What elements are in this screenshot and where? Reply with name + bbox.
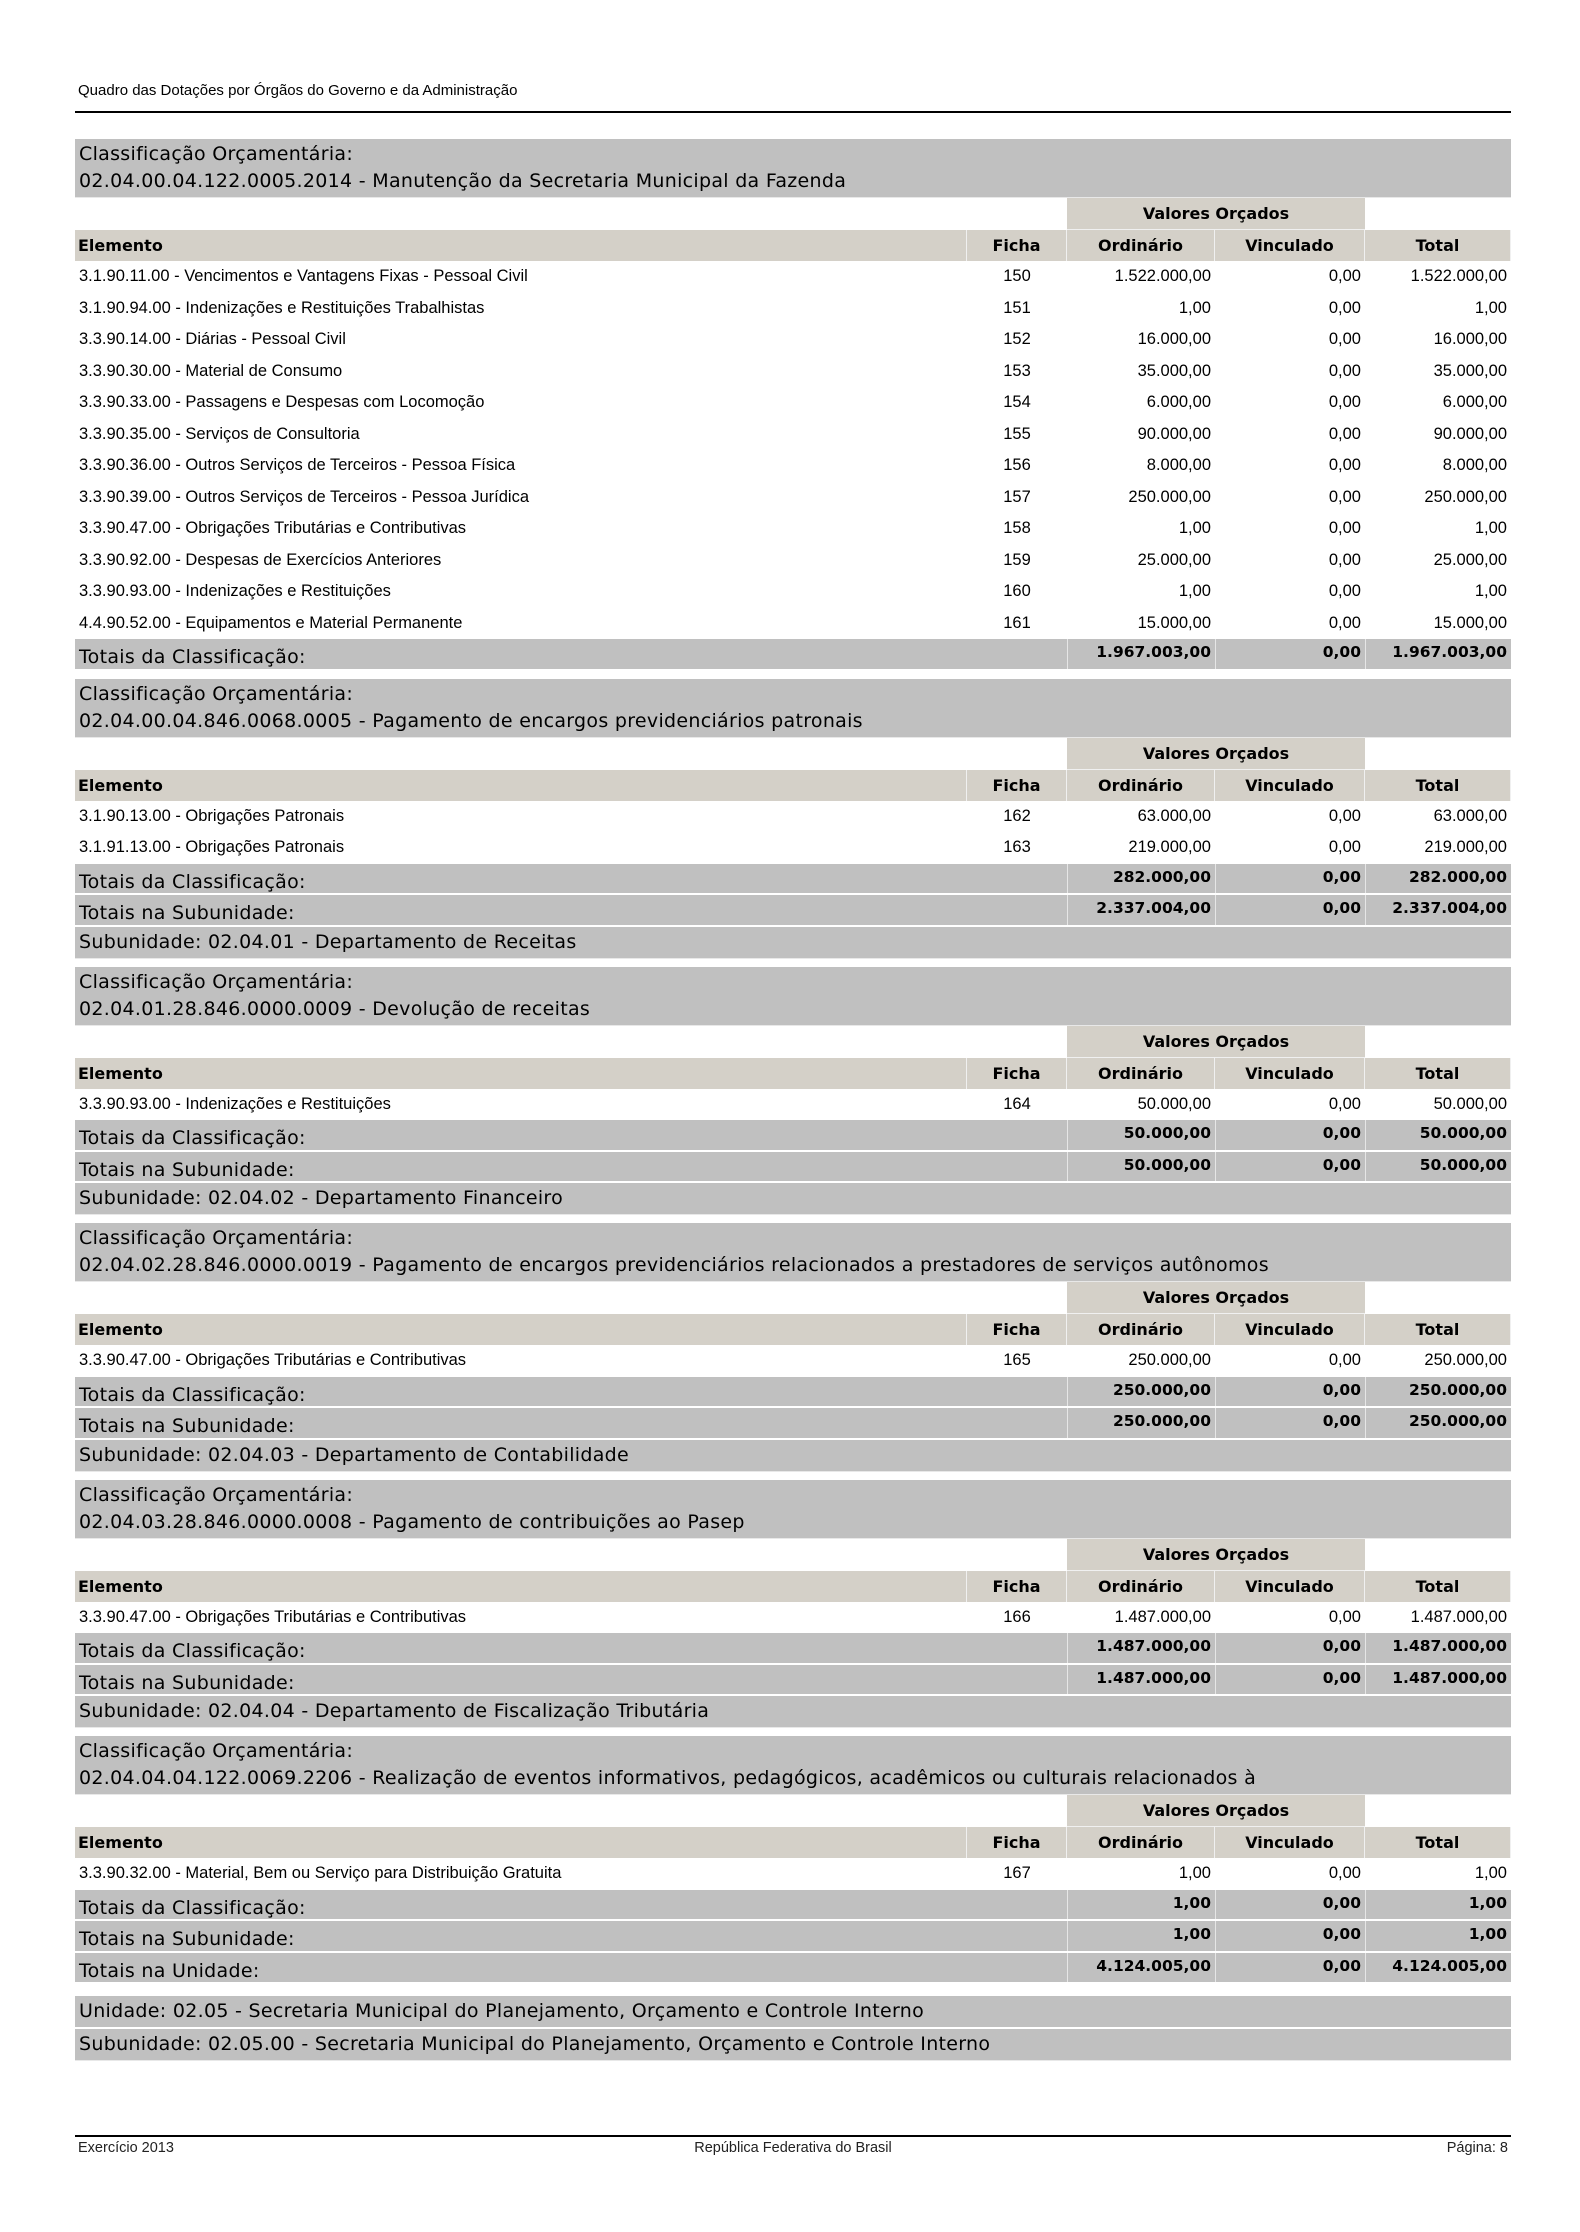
totais-classificacao-row-label: Totais da Classificação: <box>79 1896 306 1919</box>
totais-unidade-row-ordinario: 4.124.005,00 <box>1067 1953 1215 1983</box>
totais-classificacao-row-ordinario: 282.000,00 <box>1067 864 1215 894</box>
valores-orcados-row <box>75 1539 1511 1571</box>
cell-total: 1,00 <box>1474 1864 1507 1883</box>
totais-classificacao-row-total: 1.487.000,00 <box>1365 1633 1511 1663</box>
footer-page-number: Página: 8 <box>1446 2140 1508 2156</box>
cell-vinculado: 0,00 <box>1328 298 1361 317</box>
table-row <box>75 293 1511 325</box>
col-ordinario: Ordinário <box>1067 1571 1215 1602</box>
cell-ficha: 162 <box>1003 806 1031 825</box>
cell-vinculado: 0,00 <box>1328 838 1361 857</box>
valores-orcados-header: Valores Orçados <box>1067 1795 1365 1827</box>
cell-ordinario: 35.000,00 <box>1137 361 1211 380</box>
classification-section <box>75 679 1511 959</box>
totais-classificacao-row-vinculado: 0,00 <box>1215 1633 1365 1663</box>
col-total: Total <box>1365 1827 1511 1858</box>
cell-ficha: 167 <box>1003 1864 1031 1883</box>
col-elemento: Elemento <box>75 1827 967 1858</box>
cell-vinculado: 0,00 <box>1328 487 1361 506</box>
table-row <box>75 450 1511 482</box>
cell-total: 63.000,00 <box>1433 806 1507 825</box>
cell-elemento: 3.3.90.47.00 - Obrigações Tributárias e Contributivas <box>79 1351 467 1370</box>
valores-orcados-row <box>75 1026 1511 1058</box>
cell-total: 8.000,00 <box>1442 456 1507 475</box>
totais-subunidade-row-label: Totais na Subunidade: <box>79 902 295 924</box>
cell-total: 250.000,00 <box>1424 487 1507 506</box>
table-row <box>75 608 1511 640</box>
cell-elemento: 3.1.90.11.00 - Vencimentos e Vantagens Fixas - Pessoal Civil <box>79 267 528 286</box>
classification-label: Classificação Orçamentária: <box>79 970 354 993</box>
cell-total: 35.000,00 <box>1433 361 1507 380</box>
totais-classificacao-row-label: Totais da Classificação: <box>79 1640 306 1662</box>
table-row <box>75 801 1511 833</box>
cell-ordinario: 90.000,00 <box>1137 424 1211 443</box>
totais-classificacao-row-vinculado: 0,00 <box>1215 1890 1365 1920</box>
classification-label: Classificação Orçamentária: <box>79 1483 354 1506</box>
table-row <box>75 576 1511 608</box>
cell-ordinario: 219.000,00 <box>1128 838 1211 857</box>
classification-header <box>75 1736 1511 1795</box>
totais-unidade-row-total: 4.124.005,00 <box>1365 1953 1511 1983</box>
cell-elemento: 3.3.90.32.00 - Material, Bem ou Serviço para Distribuição Gratuita <box>79 1864 562 1883</box>
cell-total: 90.000,00 <box>1433 424 1507 443</box>
classification-section <box>75 1223 1511 1472</box>
cell-ficha: 161 <box>1003 613 1031 632</box>
totais-classificacao-row-vinculado: 0,00 <box>1215 639 1365 669</box>
cell-elemento: 3.3.90.93.00 - Indenizações e Restituições <box>79 582 391 601</box>
table-row <box>75 513 1511 545</box>
totais-subunidade-row-vinculado: 0,00 <box>1215 1408 1365 1438</box>
col-ordinario: Ordinário <box>1067 1827 1215 1858</box>
col-elemento: Elemento <box>75 770 967 801</box>
cell-ordinario: 1.487.000,00 <box>1114 1607 1211 1626</box>
cell-total: 6.000,00 <box>1442 393 1507 412</box>
col-vinculado: Vinculado <box>1215 770 1365 801</box>
totais-classificacao-row-label: Totais da Classificação: <box>79 870 306 893</box>
cell-ficha: 154 <box>1003 393 1031 412</box>
col-vinculado: Vinculado <box>1215 230 1365 261</box>
col-ordinario: Ordinário <box>1067 770 1215 801</box>
subunidade-header: Subunidade: 02.04.01 - Departamento de Receitas <box>75 927 1511 959</box>
totais-classificacao-row-total: 1,00 <box>1365 1890 1511 1920</box>
footer-divider <box>75 2135 1511 2137</box>
cell-elemento: 3.3.90.93.00 - Indenizações e Restituições <box>79 1094 391 1113</box>
totais-classificacao-row-ordinario: 50.000,00 <box>1067 1120 1215 1150</box>
column-headers <box>75 1571 1511 1602</box>
classification-section <box>75 1480 1511 1729</box>
subunidade-header: Subunidade: 02.04.04 - Departamento de Fiscalização Tributária <box>75 1696 1511 1728</box>
classification-header <box>75 139 1511 198</box>
cell-ficha: 163 <box>1003 838 1031 857</box>
totais-subunidade-row-vinculado: 0,00 <box>1215 1921 1365 1951</box>
spacer <box>75 1795 1067 1827</box>
classification-header <box>75 1480 1511 1539</box>
table-row <box>75 1858 1511 1890</box>
totais-classificacao-row-total: 50.000,00 <box>1365 1120 1511 1150</box>
spacer <box>75 1539 1067 1571</box>
totais-subunidade-row-vinculado: 0,00 <box>1215 1152 1365 1182</box>
totais-classificacao-row-label: Totais da Classificação: <box>79 1383 306 1406</box>
totais-subunidade-row-total: 1.487.000,00 <box>1365 1665 1511 1695</box>
col-vinculado: Vinculado <box>1215 1827 1365 1858</box>
totais-classificacao-row-ordinario: 1.967.003,00 <box>1067 639 1215 669</box>
classification-code-title: 02.04.01.28.846.0000.0009 - Devolução de receitas <box>79 997 591 1020</box>
classification-header <box>75 1223 1511 1282</box>
cell-ficha: 160 <box>1003 582 1031 601</box>
classification-section <box>75 1736 1511 1984</box>
cell-elemento: 3.3.90.39.00 - Outros Serviços de Terceiros - Pessoa Jurídica <box>79 487 529 506</box>
totais-subunidade-row <box>75 1665 1511 1697</box>
totais-classificacao-row <box>75 864 1511 896</box>
table-row <box>75 832 1511 864</box>
totais-subunidade-row <box>75 1921 1511 1953</box>
table-row <box>75 1345 1511 1377</box>
totais-classificacao-row <box>75 1890 1511 1922</box>
col-elemento: Elemento <box>75 1058 967 1089</box>
totais-classificacao-row-ordinario: 250.000,00 <box>1067 1377 1215 1407</box>
totais-classificacao-row <box>75 639 1511 671</box>
spacer <box>75 198 1067 230</box>
table-row <box>75 482 1511 514</box>
cell-ficha: 166 <box>1003 1607 1031 1626</box>
cell-ordinario: 1,00 <box>1178 1864 1211 1883</box>
cell-vinculado: 0,00 <box>1328 806 1361 825</box>
classification-section <box>75 967 1511 1216</box>
col-ficha: Ficha <box>967 1571 1067 1602</box>
cell-ordinario: 6.000,00 <box>1146 393 1211 412</box>
classification-code-title: 02.04.02.28.846.0000.0019 - Pagamento de encargos previdenciários relacionados a prestadores de serviços autônomos <box>79 1254 1269 1276</box>
cell-total: 50.000,00 <box>1433 1094 1507 1113</box>
table-row <box>75 356 1511 388</box>
cell-ordinario: 1.522.000,00 <box>1114 267 1211 286</box>
cell-ficha: 165 <box>1003 1351 1031 1370</box>
cell-ficha: 152 <box>1003 330 1031 349</box>
unidade-header: Unidade: 02.05 - Secretaria Municipal do Planejamento, Orçamento e Controle Interno <box>75 1996 1511 2029</box>
cell-total: 1,00 <box>1474 519 1507 538</box>
cell-ficha: 157 <box>1003 487 1031 506</box>
totais-subunidade-row-vinculado: 0,00 <box>1215 895 1365 925</box>
cell-elemento: 3.3.90.92.00 - Despesas de Exercícios Anteriores <box>79 550 442 569</box>
spacer <box>75 738 1067 770</box>
classification-label: Classificação Orçamentária: <box>79 143 354 165</box>
col-total: Total <box>1365 770 1511 801</box>
col-ficha: Ficha <box>967 770 1067 801</box>
col-elemento: Elemento <box>75 230 967 261</box>
classification-label: Classificação Orçamentária: <box>79 682 354 705</box>
column-headers <box>75 1827 1511 1858</box>
col-ordinario: Ordinário <box>1067 1314 1215 1345</box>
totais-subunidade-row-label: Totais na Subunidade: <box>79 1415 295 1437</box>
subunidade-header: Subunidade: 02.04.03 - Departamento de Contabilidade <box>75 1440 1511 1472</box>
cell-ordinario: 1,00 <box>1178 582 1211 601</box>
totais-subunidade-row-ordinario: 1.487.000,00 <box>1067 1665 1215 1695</box>
totais-subunidade-row <box>75 895 1511 927</box>
classification-label: Classificação Orçamentária: <box>79 1740 354 1762</box>
totais-classificacao-row-total: 282.000,00 <box>1365 864 1511 894</box>
table-row <box>75 324 1511 356</box>
cell-elemento: 3.1.90.13.00 - Obrigações Patronais <box>79 806 345 825</box>
valores-orcados-header: Valores Orçados <box>1067 738 1365 770</box>
totais-subunidade-row-label: Totais na Subunidade: <box>79 1928 295 1950</box>
cell-elemento: 3.3.90.36.00 - Outros Serviços de Terceiros - Pessoa Física <box>79 456 516 475</box>
column-headers <box>75 1058 1511 1089</box>
cell-elemento: 3.1.91.13.00 - Obrigações Patronais <box>79 838 345 857</box>
cell-total: 16.000,00 <box>1433 330 1507 349</box>
totais-subunidade-row-total: 1,00 <box>1365 1921 1511 1951</box>
valores-orcados-row <box>75 738 1511 770</box>
classification-label: Classificação Orçamentária: <box>79 1227 354 1249</box>
table-row <box>75 387 1511 419</box>
cell-vinculado: 0,00 <box>1328 550 1361 569</box>
valores-orcados-row <box>75 198 1511 230</box>
footer-exercicio: Exercício 2013 <box>78 2140 174 2156</box>
totais-subunidade-row-ordinario: 250.000,00 <box>1067 1408 1215 1438</box>
totais-unidade-row-label: Totais na Unidade: <box>79 1959 260 1982</box>
totais-subunidade-row-vinculado: 0,00 <box>1215 1665 1365 1695</box>
col-vinculado: Vinculado <box>1215 1571 1365 1602</box>
cell-elemento: 3.3.90.47.00 - Obrigações Tributárias e Contributivas <box>79 519 467 538</box>
col-total: Total <box>1365 1314 1511 1345</box>
col-ordinario: Ordinário <box>1067 1058 1215 1089</box>
cell-ordinario: 16.000,00 <box>1137 330 1211 349</box>
cell-total: 15.000,00 <box>1433 613 1507 632</box>
col-vinculado: Vinculado <box>1215 1314 1365 1345</box>
cell-ordinario: 250.000,00 <box>1128 1351 1211 1370</box>
cell-vinculado: 0,00 <box>1328 1351 1361 1370</box>
classification-code-title: 02.04.00.04.122.0005.2014 - Manutenção da Secretaria Municipal da Fazenda <box>79 170 847 192</box>
page-header-title: Quadro das Dotações por Órgãos do Governo e da Administração <box>78 82 518 99</box>
totais-unidade-row-vinculado: 0,00 <box>1215 1953 1365 1983</box>
column-headers <box>75 770 1511 801</box>
classification-code-title: 02.04.03.28.846.0000.0008 - Pagamento de contribuições ao Pasep <box>79 1510 745 1533</box>
cell-vinculado: 0,00 <box>1328 519 1361 538</box>
cell-total: 1,00 <box>1474 582 1507 601</box>
totais-subunidade-row-total: 50.000,00 <box>1365 1152 1511 1182</box>
subunidade-header: Subunidade: 02.04.02 - Departamento Financeiro <box>75 1183 1511 1215</box>
cell-vinculado: 0,00 <box>1328 393 1361 412</box>
col-vinculado: Vinculado <box>1215 1058 1365 1089</box>
valores-orcados-row <box>75 1282 1511 1314</box>
cell-ordinario: 1,00 <box>1178 298 1211 317</box>
totais-subunidade-row-ordinario: 1,00 <box>1067 1921 1215 1951</box>
table-row <box>75 1089 1511 1121</box>
subunidade-header: Subunidade: 02.05.00 - Secretaria Municipal do Planejamento, Orçamento e Controle Interno <box>75 2029 1511 2061</box>
valores-orcados-header: Valores Orçados <box>1067 1026 1365 1058</box>
cell-ficha: 150 <box>1003 267 1031 286</box>
cell-vinculado: 0,00 <box>1328 456 1361 475</box>
cell-elemento: 3.3.90.35.00 - Serviços de Consultoria <box>79 424 360 443</box>
cell-ficha: 153 <box>1003 361 1031 380</box>
cell-total: 25.000,00 <box>1433 550 1507 569</box>
totais-subunidade-row-label: Totais na Subunidade: <box>79 1671 295 1694</box>
cell-vinculado: 0,00 <box>1328 330 1361 349</box>
valores-orcados-row <box>75 1795 1511 1827</box>
column-headers <box>75 230 1511 261</box>
classification-section <box>75 139 1511 671</box>
totais-subunidade-row-label: Totais na Subunidade: <box>79 1158 295 1181</box>
cell-total: 219.000,00 <box>1424 838 1507 857</box>
totais-classificacao-row-label: Totais da Classificação: <box>79 1127 306 1149</box>
col-elemento: Elemento <box>75 1314 967 1345</box>
cell-ordinario: 25.000,00 <box>1137 550 1211 569</box>
classification-header <box>75 967 1511 1026</box>
totais-classificacao-row-ordinario: 1,00 <box>1067 1890 1215 1920</box>
totais-classificacao-row <box>75 1120 1511 1152</box>
cell-vinculado: 0,00 <box>1328 361 1361 380</box>
totais-classificacao-row-ordinario: 1.487.000,00 <box>1067 1633 1215 1663</box>
totais-classificacao-row <box>75 1633 1511 1665</box>
cell-ordinario: 15.000,00 <box>1137 613 1211 632</box>
cell-ordinario: 250.000,00 <box>1128 487 1211 506</box>
header-divider <box>75 111 1511 113</box>
col-total: Total <box>1365 1571 1511 1602</box>
cell-ficha: 151 <box>1003 298 1031 317</box>
totais-classificacao-row <box>75 1377 1511 1409</box>
totais-classificacao-row-vinculado: 0,00 <box>1215 1377 1365 1407</box>
col-ficha: Ficha <box>967 1058 1067 1089</box>
cell-total: 1.522.000,00 <box>1410 267 1507 286</box>
cell-ficha: 158 <box>1003 519 1031 538</box>
cell-total: 1.487.000,00 <box>1410 1607 1507 1626</box>
totais-classificacao-row-total: 250.000,00 <box>1365 1377 1511 1407</box>
valores-orcados-header: Valores Orçados <box>1067 198 1365 230</box>
cell-elemento: 3.1.90.94.00 - Indenizações e Restituições Trabalhistas <box>79 298 485 317</box>
cell-vinculado: 0,00 <box>1328 582 1361 601</box>
cell-ordinario: 63.000,00 <box>1137 806 1211 825</box>
col-ordinario: Ordinário <box>1067 230 1215 261</box>
table-row <box>75 1602 1511 1634</box>
cell-elemento: 3.3.90.30.00 - Material de Consumo <box>79 361 343 380</box>
cell-ordinario: 8.000,00 <box>1146 456 1211 475</box>
budget-report <box>75 139 1511 2061</box>
cell-vinculado: 0,00 <box>1328 424 1361 443</box>
col-ficha: Ficha <box>967 1827 1067 1858</box>
col-ficha: Ficha <box>967 1314 1067 1345</box>
cell-vinculado: 0,00 <box>1328 1864 1361 1883</box>
table-row <box>75 261 1511 293</box>
valores-orcados-header: Valores Orçados <box>1067 1282 1365 1314</box>
table-row <box>75 419 1511 451</box>
cell-elemento: 3.3.90.33.00 - Passagens e Despesas com Locomoção <box>79 393 485 412</box>
col-total: Total <box>1365 230 1511 261</box>
totais-subunidade-row <box>75 1408 1511 1440</box>
totais-classificacao-row-vinculado: 0,00 <box>1215 864 1365 894</box>
totais-classificacao-row-total: 1.967.003,00 <box>1365 639 1511 669</box>
totais-subunidade-row-total: 250.000,00 <box>1365 1408 1511 1438</box>
spacer <box>75 1282 1067 1314</box>
valores-orcados-header: Valores Orçados <box>1067 1539 1365 1571</box>
col-elemento: Elemento <box>75 1571 967 1602</box>
cell-ficha: 159 <box>1003 550 1031 569</box>
cell-elemento: 3.3.90.14.00 - Diárias - Pessoal Civil <box>79 330 346 349</box>
classification-code-title: 02.04.00.04.846.0068.0005 - Pagamento de encargos previdenciários patronais <box>79 709 863 732</box>
cell-total: 250.000,00 <box>1424 1351 1507 1370</box>
cell-total: 1,00 <box>1474 298 1507 317</box>
cell-vinculado: 0,00 <box>1328 267 1361 286</box>
totais-subunidade-row-ordinario: 50.000,00 <box>1067 1152 1215 1182</box>
col-total: Total <box>1365 1058 1511 1089</box>
spacer <box>75 1984 1511 1996</box>
column-headers <box>75 1314 1511 1345</box>
cell-ordinario: 50.000,00 <box>1137 1094 1211 1113</box>
cell-ordinario: 1,00 <box>1178 519 1211 538</box>
classification-header <box>75 679 1511 738</box>
cell-ficha: 164 <box>1003 1094 1031 1113</box>
cell-vinculado: 0,00 <box>1328 613 1361 632</box>
col-ficha: Ficha <box>967 230 1067 261</box>
cell-vinculado: 0,00 <box>1328 1094 1361 1113</box>
cell-ficha: 155 <box>1003 424 1031 443</box>
cell-elemento: 4.4.90.52.00 - Equipamentos e Material Permanente <box>79 613 463 632</box>
cell-vinculado: 0,00 <box>1328 1607 1361 1626</box>
cell-elemento: 3.3.90.47.00 - Obrigações Tributárias e Contributivas <box>79 1607 467 1626</box>
spacer <box>75 1026 1067 1058</box>
table-row <box>75 545 1511 577</box>
totais-subunidade-row-total: 2.337.004,00 <box>1365 895 1511 925</box>
cell-ficha: 156 <box>1003 456 1031 475</box>
totais-unidade-row <box>75 1953 1511 1985</box>
classification-code-title: 02.04.04.04.122.0069.2206 - Realização de eventos informativos, pedagógicos, acadêmicos ou culturais relacionados à <box>79 1767 1257 1789</box>
totais-subunidade-row <box>75 1152 1511 1184</box>
totais-classificacao-row-vinculado: 0,00 <box>1215 1120 1365 1150</box>
totais-classificacao-row-label: Totais da Classificação: <box>79 646 306 668</box>
totais-subunidade-row-ordinario: 2.337.004,00 <box>1067 895 1215 925</box>
footer-republica: República Federativa do Brasil <box>694 2140 892 2156</box>
